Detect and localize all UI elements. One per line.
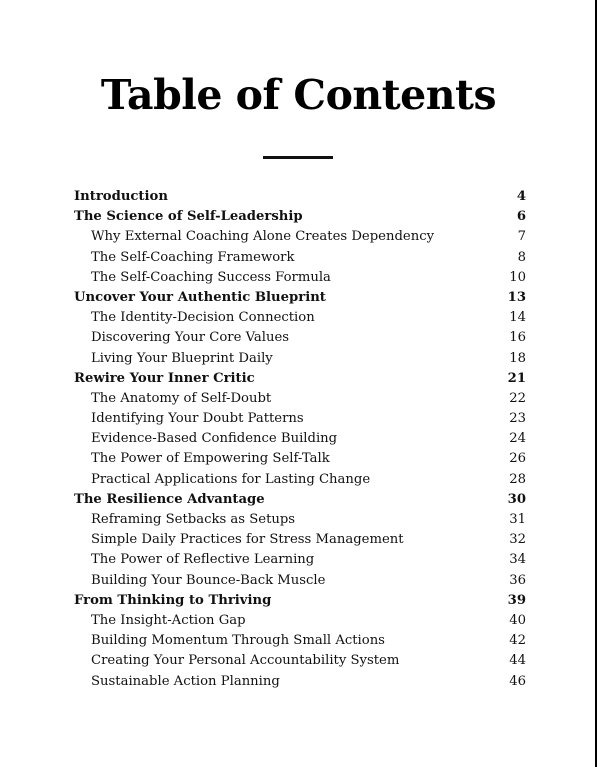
table-of-contents: [74, 187, 526, 692]
toc-section-entry: [74, 571, 526, 591]
toc-section-entry: [74, 429, 526, 449]
toc-section-entry: [74, 631, 526, 651]
toc-section-entry: [74, 328, 526, 348]
toc-page-number: 44: [509, 653, 526, 669]
toc-page-number: 7: [517, 229, 526, 245]
toc-entry-title: Sustainable Action Planning: [91, 673, 280, 689]
toc-chapter-entry: [74, 288, 526, 308]
toc-page-number: 21: [507, 370, 526, 386]
title-divider: [263, 156, 333, 159]
toc-entry-title: Creating Your Personal Accountability System: [91, 653, 400, 669]
toc-entry-title: The Resilience Advantage: [74, 491, 265, 507]
toc-page-number: 22: [509, 390, 526, 406]
toc-entry-title: The Power of Empowering Self-Talk: [91, 451, 330, 467]
toc-page-number: 14: [509, 310, 526, 326]
toc-page-number: 30: [507, 491, 526, 507]
toc-page-number: 34: [509, 552, 526, 568]
toc-chapter-entry: [74, 369, 526, 389]
toc-chapter-entry: [74, 490, 526, 510]
toc-section-entry: [74, 409, 526, 429]
toc-entry-title: Simple Daily Practices for Stress Management: [91, 532, 404, 548]
toc-entry-title: The Insight-Action Gap: [91, 612, 246, 628]
toc-entry-title: The Identity-Decision Connection: [91, 310, 315, 326]
toc-section-entry: [74, 672, 526, 692]
toc-section-entry: [74, 349, 526, 369]
toc-section-entry: [74, 470, 526, 490]
toc-entry-title: Introduction: [74, 189, 168, 204]
toc-entry-title: Discovering Your Core Values: [91, 330, 290, 346]
toc-page-number: 23: [509, 411, 526, 427]
toc-entry-title: Practical Applications for Lasting Change: [91, 471, 371, 487]
toc-page-number: 31: [509, 512, 526, 527]
toc-entry-title: Why External Coaching Alone Creates Dependency: [91, 229, 435, 245]
toc-chapter-entry: [74, 591, 526, 611]
page-title: Table of Contents: [100, 71, 497, 119]
toc-page-number: 26: [509, 451, 526, 467]
toc-page-number: 28: [509, 471, 526, 487]
toc-page-number: 13: [507, 289, 526, 305]
toc-page-number: 24: [509, 431, 526, 447]
toc-section-entry: [74, 227, 526, 247]
toc-page-number: 6: [516, 209, 526, 225]
toc-section-entry: [74, 550, 526, 570]
toc-section-entry: [74, 308, 526, 328]
toc-page-number: 40: [509, 612, 526, 628]
toc-page-number: 46: [509, 673, 526, 689]
toc-entry-title: The Anatomy of Self-Doubt: [91, 390, 272, 406]
toc-page-number: 36: [509, 572, 526, 588]
toc-section-entry: [74, 248, 526, 268]
toc-entry-title: Building Your Bounce-Back Muscle: [91, 572, 326, 588]
toc-chapter-entry: [74, 187, 526, 207]
toc-page-number: 16: [509, 330, 526, 346]
toc-page-number: 18: [509, 350, 526, 366]
toc-entry-title: The Science of Self-Leadership: [74, 209, 303, 225]
toc-page-number: 39: [507, 592, 526, 608]
toc-section-entry: [74, 611, 526, 631]
toc-entry-title: Uncover Your Authentic Blueprint: [74, 289, 326, 305]
toc-entry-title: Building Momentum Through Small Actions: [91, 633, 385, 649]
toc-entry-title: Evidence-Based Confidence Building: [91, 431, 338, 447]
toc-entry-title: The Self-Coaching Success Formula: [91, 269, 331, 285]
toc-page-number: 4: [516, 189, 526, 204]
toc-page-number: 10: [509, 269, 526, 285]
toc-page-number: 32: [509, 532, 526, 548]
toc-section-entry: [74, 389, 526, 409]
toc-entry-title: Identifying Your Doubt Patterns: [91, 411, 304, 427]
toc-section-entry: [74, 268, 526, 288]
toc-entry-title: Living Your Blueprint Daily: [91, 350, 273, 366]
toc-section-entry: [74, 530, 526, 550]
toc-entry-title: Rewire Your Inner Critic: [74, 370, 255, 386]
toc-entry-title: The Self-Coaching Framework: [91, 249, 295, 265]
toc-entry-title: The Power of Reflective Learning: [91, 552, 315, 568]
toc-section-entry: [74, 510, 526, 530]
toc-entry-title: From Thinking to Thriving: [74, 592, 272, 608]
toc-chapter-entry: [74, 207, 526, 227]
toc-page-number: 8: [517, 249, 526, 265]
toc-entry-title: Reframing Setbacks as Setups: [91, 512, 296, 527]
toc-page-number: 42: [509, 633, 526, 649]
toc-section-entry: [74, 449, 526, 469]
toc-section-entry: [74, 651, 526, 671]
